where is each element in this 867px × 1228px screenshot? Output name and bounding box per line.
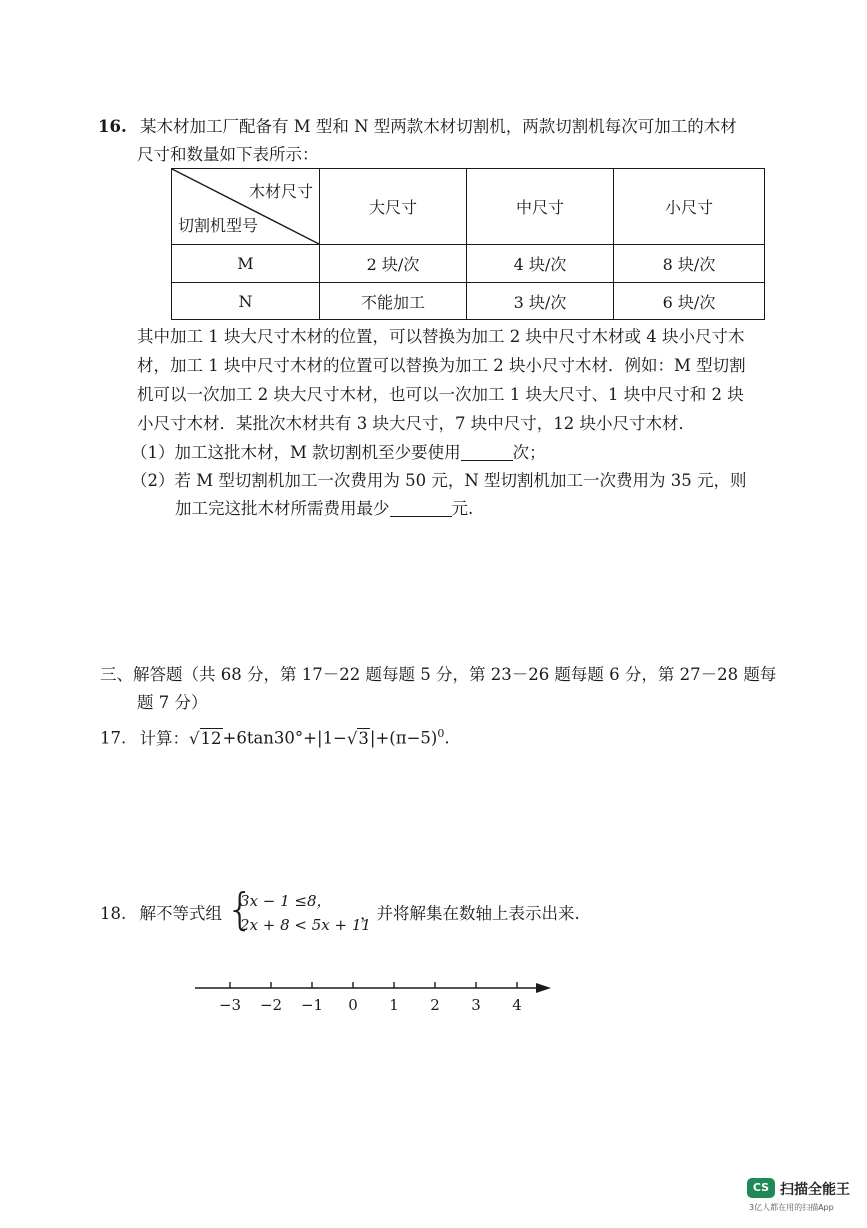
table-diagonal-header xyxy=(172,169,320,245)
scanner-watermark xyxy=(747,1178,857,1218)
col-header-large: 大尺寸 xyxy=(320,169,467,245)
header-wood-size: 木材尺寸 xyxy=(248,182,313,201)
arrow-right-icon xyxy=(536,983,551,993)
cell: 6 块/次 xyxy=(614,283,765,320)
q16-sub1-prefix: （1）加工这批木材，M 款切割机至少要使用 xyxy=(131,443,461,462)
q18-suffix: ，并将解集在数轴上表示出来. xyxy=(360,904,580,923)
watermark-name: 扫描全能王 xyxy=(780,1182,850,1198)
q16-sub1-suffix: 次； xyxy=(512,443,546,462)
number-line-tick-label: −1 xyxy=(300,996,324,1014)
q17-part3: |+(π−5) xyxy=(369,728,438,748)
q16-sub2-suffix: 元. xyxy=(451,499,474,518)
q16-number: 16. xyxy=(98,117,127,136)
section3-heading-line1: 三、解答题（共 68 分，第 17－22 题每题 5 分，第 23－26 题每题 6 分，第 27－28 题每 xyxy=(100,665,777,684)
number-line-tick-label: 3 xyxy=(471,996,481,1014)
q16-para-line2: 材，加工 1 块中尺寸木材的位置可以替换为加工 2 块小尺寸木材．例如：M 型切割 xyxy=(137,356,746,375)
q18-label: 解不等式组 xyxy=(139,904,222,923)
table-row-m xyxy=(172,245,765,283)
q17 xyxy=(100,724,450,749)
q17-number: 17. xyxy=(100,728,127,748)
sqrt-12: √12 xyxy=(189,728,222,748)
system-brace: { xyxy=(226,884,254,935)
watermark-tagline: 3亿人都在用的扫描App xyxy=(749,1203,834,1212)
table-row-n xyxy=(172,283,765,320)
sqrt-3: √3 xyxy=(346,728,369,748)
q17-exponent: 0 xyxy=(437,727,445,740)
cell: 2 块/次 xyxy=(320,245,467,283)
number-line xyxy=(190,973,560,1023)
number-line-tick-label: 4 xyxy=(512,996,522,1014)
answer-blank-1[interactable] xyxy=(461,444,513,461)
cutting-machine-table xyxy=(171,168,765,320)
section3-heading-line2: 题 7 分） xyxy=(137,693,208,712)
q18-ineq1: 3x − 1 ≤8， xyxy=(240,892,332,910)
header-machine-model: 切割机型号 xyxy=(178,216,259,235)
camscanner-logo-icon: CS xyxy=(747,1178,775,1198)
q17-part2: +6tan30°+|1− xyxy=(222,728,347,748)
q17-label: 计算： xyxy=(139,728,189,748)
q16-line1: 某木材加工厂配备有 M 型和 N 型两款木材切割机，两款切割机每次可加工的木材 xyxy=(139,117,737,136)
q16-sub2-line2 xyxy=(175,499,473,519)
cell: 不能加工 xyxy=(320,283,467,320)
q16-sub2-line1: （2）若 M 型切割机加工一次费用为 50 元，N 型切割机加工一次费用为 35 元，则 xyxy=(131,471,747,490)
q16-sub1 xyxy=(131,443,546,463)
number-line-tick-label: 2 xyxy=(430,996,440,1014)
number-line-tick-label: −3 xyxy=(218,996,242,1014)
q17-end: . xyxy=(444,728,450,748)
answer-blank-2[interactable] xyxy=(390,500,452,517)
number-line-tick-label: 0 xyxy=(348,996,358,1014)
number-line-tick-label: 1 xyxy=(389,996,399,1014)
col-header-medium: 中尺寸 xyxy=(467,169,614,245)
cell: 8 块/次 xyxy=(614,245,765,283)
cell: 4 块/次 xyxy=(467,245,614,283)
col-header-small: 小尺寸 xyxy=(614,169,765,245)
q18-ineq2: 2x + 8 < 5x + 11 xyxy=(240,916,371,934)
q16-para-line3: 机可以一次加工 2 块大尺寸木材，也可以一次加工 1 块大尺寸、1 块中尺寸和 2 块 xyxy=(137,385,744,404)
q18-number-label xyxy=(100,904,222,924)
q16-sub2-prefix: 加工完这批木材所需费用最少 xyxy=(175,499,390,518)
row-label: N xyxy=(172,283,320,320)
q16-para-line4: 小尺寸木材．某批次木材共有 3 块大尺寸，7 块中尺寸，12 块小尺寸木材． xyxy=(137,414,695,433)
row-label: M xyxy=(172,245,320,283)
q16-para-line1: 其中加工 1 块大尺寸木材的位置，可以替换为加工 2 块中尺寸木材或 4 块小尺寸木 xyxy=(137,327,745,346)
q16-first-line xyxy=(98,117,737,137)
cell: 3 块/次 xyxy=(467,283,614,320)
q16-line2: 尺寸和数量如下表所示： xyxy=(137,145,319,164)
number-line-tick-label: −2 xyxy=(259,996,283,1014)
q18-number: 18. xyxy=(100,904,127,923)
